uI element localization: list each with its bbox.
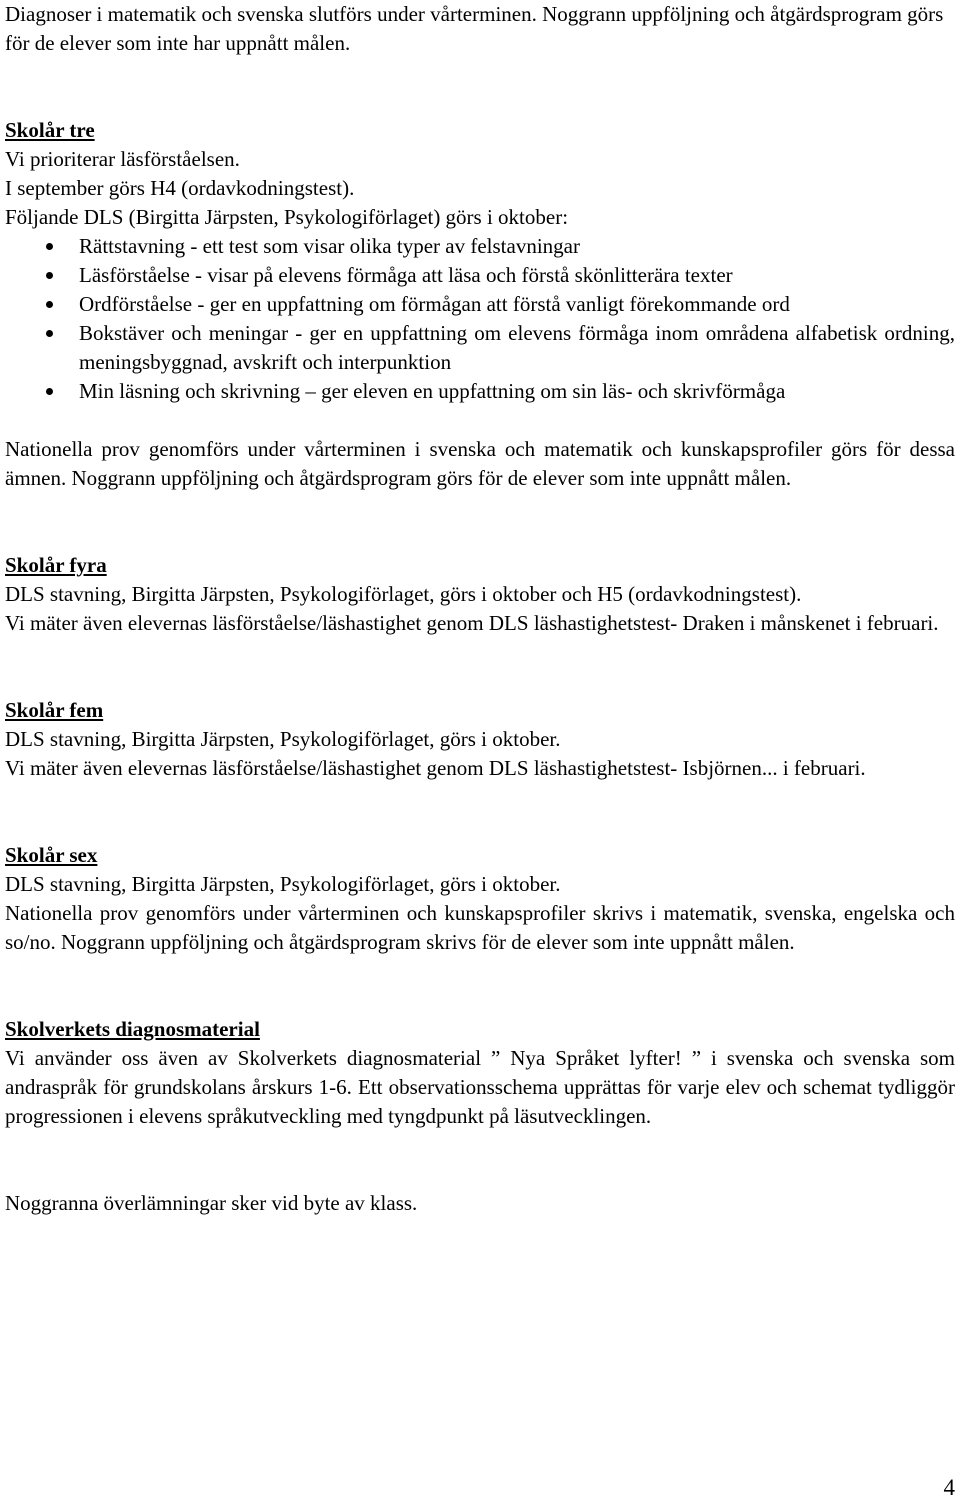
list-item: [5, 319, 955, 377]
bullet-icon: [46, 301, 53, 308]
section-heading-skolverket: Skolverkets diagnosmaterial: [5, 1017, 260, 1041]
list-item-text: Ordförståelse - ger en uppfattning om förmågan att förstå vanligt förekommande ord: [79, 292, 790, 316]
bullet-icon: [46, 330, 53, 337]
bullet-icon: [46, 388, 53, 395]
year-six-line-1: DLS stavning, Birgitta Järpsten, Psykologiförlaget, görs i oktober.: [5, 872, 561, 896]
spacer: [5, 783, 955, 841]
bullet-icon: [46, 243, 53, 250]
year-three-national-tests: Nationella prov genomförs under vårterminen i svenska och matematik och kunskapsprofiler görs för dessa ämnen. Noggrann uppföljning och åtgärdsprogram görs för de elever som inte uppnått målen.: [5, 437, 955, 490]
spacer: [5, 58, 955, 116]
section-heading-year-four: Skolår fyra: [5, 553, 107, 577]
spacer: [5, 957, 955, 1015]
list-item-text: Min läsning och skrivning – ger eleven en uppfattning om sin läs- och skrivförmåga: [79, 379, 786, 403]
dls-test-list: [5, 232, 955, 406]
document-page: [5, 0, 955, 1218]
skolverket-paragraph: Vi använder oss även av Skolverkets diagnosmaterial ” Nya Språket lyfter! ” i svenska och svenska som andraspråk för grundskolans årskurs 1-6. Ett observationsschema upprättas för varje elev och schemat tydliggör progressionen i elevens språkutveckling med tyngdpunkt på läsutvecklingen.: [5, 1046, 955, 1128]
year-five-line-1: DLS stavning, Birgitta Järpsten, Psykologiförlaget, görs i oktober.: [5, 727, 561, 751]
spacer: [5, 493, 955, 551]
year-five-line-2: Vi mäter även elevernas läsförståelse/läshastighet genom DLS läshastighetstest- Isbjörnen... i februari.: [5, 756, 866, 780]
section-heading-year-six: Skolår sex: [5, 843, 98, 867]
bullet-icon: [46, 272, 53, 279]
year-three-line-1: Vi prioriterar läsförståelsen.: [5, 147, 240, 171]
year-four-line-1: DLS stavning, Birgitta Järpsten, Psykologiförlaget, görs i oktober och H5 (ordavkodningstest).: [5, 582, 802, 606]
list-item-text: Rättstavning - ett test som visar olika typer av felstavningar: [79, 234, 580, 258]
section-heading-year-three: Skolår tre: [5, 118, 95, 142]
intro-paragraph: Diagnoser i matematik och svenska slutförs under vårterminen. Noggrann uppföljning och åtgärdsprogram görs för de elever som inte har uppnått målen.: [5, 2, 944, 55]
year-three-line-3: Följande DLS (Birgitta Järpsten, Psykologiförlaget) görs i oktober:: [5, 205, 569, 229]
list-item: [5, 232, 955, 261]
page-number: 4: [943, 1475, 955, 1500]
list-item-text: Läsförståelse - visar på elevens förmåga att läsa och förstå skönlitterära texter: [79, 263, 733, 287]
spacer: [5, 638, 955, 696]
list-item-text: Bokstäver och meningar - ger en uppfattning om elevens förmåga inom områdena alfabetisk ordning, meningsbyggnad, avskrift och interpunktion: [79, 321, 955, 374]
section-year-five: [5, 696, 955, 783]
list-item: [5, 377, 955, 406]
section-year-six: [5, 841, 955, 957]
section-heading-year-five: Skolår fem: [5, 698, 104, 722]
list-item: [5, 290, 955, 319]
year-six-line-2: Nationella prov genomförs under vårterminen och kunskapsprofiler skrivs i matematik, svenska, engelska och so/no. Noggrann uppföljning och åtgärdsprogram skrivs för de elever som inte uppnått målen.: [5, 901, 955, 954]
section-year-three: [5, 116, 955, 493]
handover-line: Noggranna överlämningar sker vid byte av klass.: [5, 1191, 418, 1215]
spacer: [5, 1131, 955, 1189]
spacer: [5, 406, 955, 435]
year-four-line-2: Vi mäter även elevernas läsförståelse/läshastighet genom DLS läshastighetstest- Draken i månskenet i februari.: [5, 611, 939, 635]
year-three-line-2: I september görs H4 (ordavkodningstest).: [5, 176, 355, 200]
list-item: [5, 261, 955, 290]
section-skolverket: [5, 1015, 955, 1131]
section-year-four: [5, 551, 955, 638]
